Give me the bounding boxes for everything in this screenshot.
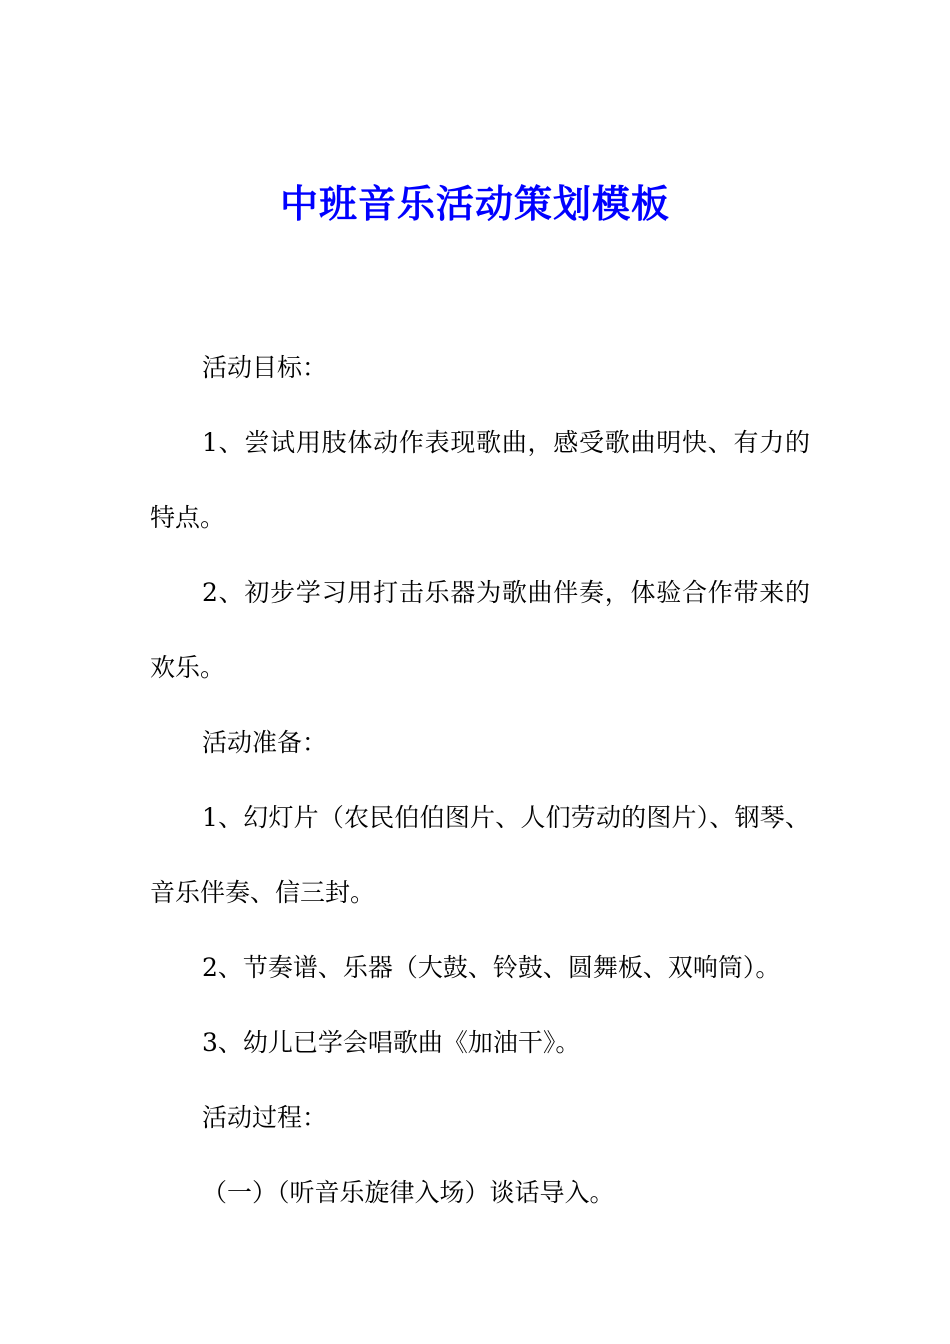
- goal-item-1: 1、尝试用肢体动作表现歌曲，感受歌曲明快、有力的特点。: [150, 428, 810, 532]
- preparation-item-2: 2、节奏谱、乐器（大鼓、铃鼓、圆舞板、双响筒）。: [202, 953, 781, 982]
- section-heading-preparation: 活动准备：: [202, 728, 328, 757]
- section-heading-goals: 活动目标：: [202, 353, 328, 382]
- document-body: [150, 330, 810, 1230]
- process-step-1: （一）（听音乐旋律入场）谈话导入。: [202, 1178, 615, 1207]
- goal-item-2: 2、初步学习用打击乐器为歌曲伴奏，体验合作带来的欢乐。: [150, 578, 810, 682]
- preparation-item-3: 3、幼儿已学会唱歌曲《加油干》。: [202, 1028, 581, 1057]
- section-heading-process: 活动过程：: [202, 1103, 328, 1132]
- preparation-item-1: 1、幻灯片（农民伯伯图片、人们劳动的图片）、钢琴、音乐伴奏、信三封。: [150, 803, 810, 907]
- document-title: 中班音乐活动策划模板: [279, 181, 670, 226]
